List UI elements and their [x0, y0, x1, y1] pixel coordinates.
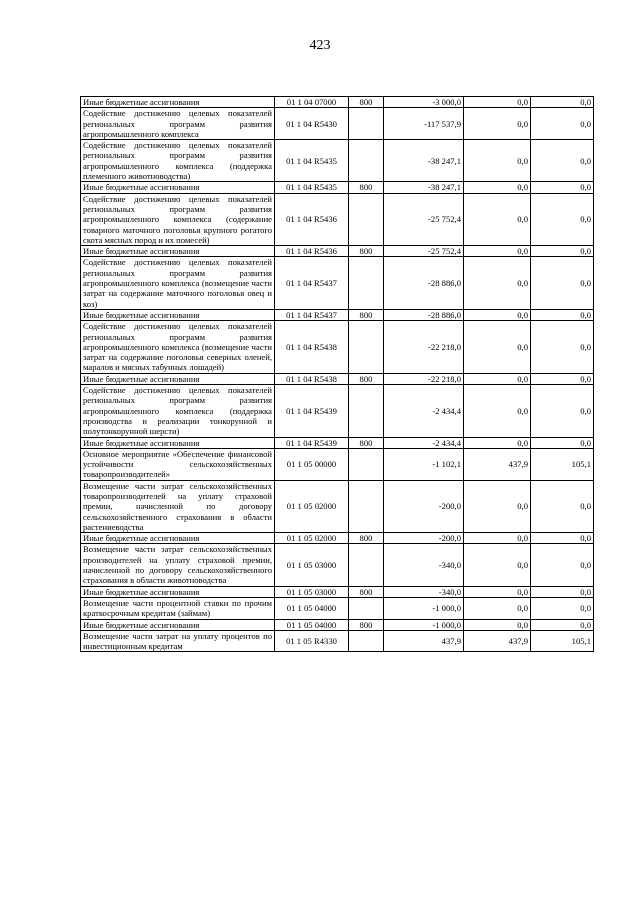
- row-amount-2-cell: 0,0: [464, 533, 531, 544]
- row-amount-2-cell: 0,0: [464, 321, 531, 373]
- row-amount-2-cell: 0,0: [464, 480, 531, 532]
- row-amount-1-cell: -2 434,4: [384, 385, 464, 437]
- row-amount-2-cell: 0,0: [464, 140, 531, 182]
- row-amount-2-cell: 0,0: [464, 246, 531, 257]
- row-amount-1-cell: -28 886,0: [384, 309, 464, 320]
- row-name-cell: Содействие достижению целевых показателей региональных программ развития агропромышленного комплекса: [81, 108, 275, 140]
- row-amount-3-cell: 0,0: [531, 140, 594, 182]
- row-name-cell: Иные бюджетные ассигнования: [81, 586, 275, 597]
- row-amount-3-cell: 0,0: [531, 533, 594, 544]
- row-name-cell: Иные бюджетные ассигнования: [81, 246, 275, 257]
- row-expense-type-cell: [349, 480, 384, 532]
- row-expense-type-cell: [349, 448, 384, 480]
- row-amount-1-cell: -38 247,1: [384, 140, 464, 182]
- row-expense-type-cell: [349, 544, 384, 586]
- row-name-cell: Иные бюджетные ассигнования: [81, 97, 275, 108]
- table-row: [81, 630, 594, 652]
- row-code-cell: 01 1 04 R5437: [275, 309, 349, 320]
- table-row: [81, 619, 594, 630]
- table-row: [81, 597, 594, 619]
- row-amount-2-cell: 0,0: [464, 257, 531, 309]
- table-row: [81, 108, 594, 140]
- row-amount-1-cell: -1 000,0: [384, 619, 464, 630]
- row-amount-3-cell: 105,1: [531, 448, 594, 480]
- table-row: [81, 97, 594, 108]
- table-row: [81, 586, 594, 597]
- row-code-cell: 01 1 05 R4330: [275, 630, 349, 652]
- row-amount-2-cell: 0,0: [464, 385, 531, 437]
- row-code-cell: 01 1 05 02000: [275, 480, 349, 532]
- row-expense-type-cell: [349, 193, 384, 245]
- row-code-cell: 01 1 04 R5439: [275, 437, 349, 448]
- row-code-cell: 01 1 05 00000: [275, 448, 349, 480]
- row-expense-type-cell: [349, 630, 384, 652]
- row-expense-type-cell: [349, 257, 384, 309]
- row-expense-type-cell: [349, 108, 384, 140]
- row-amount-2-cell: 437,9: [464, 448, 531, 480]
- table-row: [81, 140, 594, 182]
- row-code-cell: 01 1 04 R5438: [275, 321, 349, 373]
- row-expense-type-cell: 800: [349, 533, 384, 544]
- row-amount-3-cell: 0,0: [531, 97, 594, 108]
- row-amount-2-cell: 0,0: [464, 373, 531, 384]
- table-row: [81, 182, 594, 193]
- row-amount-2-cell: 0,0: [464, 437, 531, 448]
- table-row: [81, 544, 594, 586]
- row-amount-3-cell: 0,0: [531, 586, 594, 597]
- row-amount-2-cell: 437,9: [464, 630, 531, 652]
- row-amount-3-cell: 0,0: [531, 246, 594, 257]
- row-amount-3-cell: 0,0: [531, 193, 594, 245]
- row-expense-type-cell: 800: [349, 619, 384, 630]
- row-amount-3-cell: 0,0: [531, 257, 594, 309]
- row-amount-1-cell: -38 247,1: [384, 182, 464, 193]
- row-expense-type-cell: 800: [349, 373, 384, 384]
- row-amount-1-cell: -25 752,4: [384, 246, 464, 257]
- row-amount-3-cell: 0,0: [531, 480, 594, 532]
- row-name-cell: Основное мероприятие «Обеспечение финансовой устойчивости сельскохозяйственных товаропроизводителей»: [81, 448, 275, 480]
- row-name-cell: Иные бюджетные ассигнования: [81, 619, 275, 630]
- table-row: [81, 373, 594, 384]
- table-row: [81, 309, 594, 320]
- budget-table-body: [81, 97, 594, 652]
- row-amount-2-cell: 0,0: [464, 309, 531, 320]
- row-code-cell: 01 1 05 04000: [275, 597, 349, 619]
- table-row: [81, 257, 594, 309]
- table-row: [81, 437, 594, 448]
- row-code-cell: 01 1 05 04000: [275, 619, 349, 630]
- row-amount-1-cell: -22 218,0: [384, 321, 464, 373]
- row-amount-1-cell: -22 218,0: [384, 373, 464, 384]
- row-amount-3-cell: 105,1: [531, 630, 594, 652]
- row-amount-1-cell: -200,0: [384, 480, 464, 532]
- row-amount-1-cell: -1 102,1: [384, 448, 464, 480]
- row-amount-3-cell: 0,0: [531, 373, 594, 384]
- table-row: [81, 480, 594, 532]
- row-code-cell: 01 1 04 R5436: [275, 246, 349, 257]
- row-code-cell: 01 1 04 R5439: [275, 385, 349, 437]
- row-expense-type-cell: 800: [349, 437, 384, 448]
- row-amount-1-cell: -25 752,4: [384, 193, 464, 245]
- row-amount-1-cell: -117 537,9: [384, 108, 464, 140]
- row-expense-type-cell: 800: [349, 182, 384, 193]
- row-expense-type-cell: 800: [349, 97, 384, 108]
- table-row: [81, 193, 594, 245]
- row-amount-3-cell: 0,0: [531, 597, 594, 619]
- table-row: [81, 321, 594, 373]
- row-code-cell: 01 1 05 03000: [275, 586, 349, 597]
- row-expense-type-cell: [349, 140, 384, 182]
- row-amount-1-cell: -3 000,0: [384, 97, 464, 108]
- row-name-cell: Иные бюджетные ассигнования: [81, 373, 275, 384]
- row-amount-3-cell: 0,0: [531, 108, 594, 140]
- row-amount-1-cell: -28 886,0: [384, 257, 464, 309]
- row-expense-type-cell: [349, 385, 384, 437]
- row-code-cell: 01 1 04 R5438: [275, 373, 349, 384]
- row-name-cell: Иные бюджетные ассигнования: [81, 309, 275, 320]
- row-amount-1-cell: -2 434,4: [384, 437, 464, 448]
- row-amount-3-cell: 0,0: [531, 437, 594, 448]
- row-amount-3-cell: 0,0: [531, 544, 594, 586]
- row-name-cell: Содействие достижению целевых показателей региональных программ развития агропромышленного комплекса (поддержка племенного животноводства): [81, 140, 275, 182]
- row-name-cell: Содействие достижению целевых показателей региональных программ развития агропромышленного комплекса (содержание товарного маточного поголовья крупного рогатого скота мясных пород и их помесей): [81, 193, 275, 245]
- row-amount-2-cell: 0,0: [464, 586, 531, 597]
- row-expense-type-cell: 800: [349, 309, 384, 320]
- row-amount-2-cell: 0,0: [464, 108, 531, 140]
- row-amount-3-cell: 0,0: [531, 182, 594, 193]
- row-amount-3-cell: 0,0: [531, 385, 594, 437]
- row-code-cell: 01 1 04 R5436: [275, 193, 349, 245]
- row-code-cell: 01 1 04 R5435: [275, 140, 349, 182]
- row-amount-1-cell: 437,9: [384, 630, 464, 652]
- row-code-cell: 01 1 04 R5430: [275, 108, 349, 140]
- row-code-cell: 01 1 05 02000: [275, 533, 349, 544]
- row-name-cell: Иные бюджетные ассигнования: [81, 182, 275, 193]
- row-amount-2-cell: 0,0: [464, 182, 531, 193]
- table-row: [81, 246, 594, 257]
- row-amount-2-cell: 0,0: [464, 619, 531, 630]
- row-name-cell: Возмещение части затрат сельскохозяйственных товаропроизводителей на уплату страховой премии, начисленной по договору сельскохозяйственного страхования в области растениеводства: [81, 480, 275, 532]
- row-amount-1-cell: -200,0: [384, 533, 464, 544]
- row-amount-3-cell: 0,0: [531, 321, 594, 373]
- row-amount-2-cell: 0,0: [464, 544, 531, 586]
- table-row: [81, 448, 594, 480]
- row-expense-type-cell: 800: [349, 246, 384, 257]
- row-expense-type-cell: [349, 597, 384, 619]
- row-amount-1-cell: -340,0: [384, 586, 464, 597]
- row-name-cell: Содействие достижению целевых показателей региональных программ развития агропромышленного комплекса (поддержка производства и реализации тонкорунной и полутонкорунной шерсти): [81, 385, 275, 437]
- row-amount-3-cell: 0,0: [531, 619, 594, 630]
- row-name-cell: Возмещение части процентной ставки по прочим краткосрочным кредитам (займам): [81, 597, 275, 619]
- row-amount-2-cell: 0,0: [464, 193, 531, 245]
- row-expense-type-cell: [349, 321, 384, 373]
- row-code-cell: 01 1 05 03000: [275, 544, 349, 586]
- budget-table: [80, 96, 594, 652]
- row-name-cell: Содействие достижению целевых показателей региональных программ развития агропромышленного комплекса (возмещение части затрат на содержание поголовья северных оленей, маралов и мясных табунных лошадей): [81, 321, 275, 373]
- row-code-cell: 01 1 04 R5437: [275, 257, 349, 309]
- page-number: 423: [309, 38, 331, 53]
- table-row: [81, 533, 594, 544]
- row-name-cell: Содействие достижению целевых показателей региональных программ развития агропромышленного комплекса (возмещение части затрат на содержание маточного поголовья овец и коз): [81, 257, 275, 309]
- row-expense-type-cell: 800: [349, 586, 384, 597]
- row-name-cell: Иные бюджетные ассигнования: [81, 437, 275, 448]
- row-code-cell: 01 1 04 07000: [275, 97, 349, 108]
- row-code-cell: 01 1 04 R5435: [275, 182, 349, 193]
- row-amount-3-cell: 0,0: [531, 309, 594, 320]
- row-name-cell: Возмещение части затрат сельскохозяйственных производителей на уплату страховой премии, начисленной по договору сельскохозяйственного страхования в области животноводства: [81, 544, 275, 586]
- row-amount-1-cell: -340,0: [384, 544, 464, 586]
- row-amount-2-cell: 0,0: [464, 597, 531, 619]
- row-name-cell: Возмещение части затрат на уплату процентов по инвестиционным кредитам: [81, 630, 275, 652]
- table-row: [81, 385, 594, 437]
- row-amount-2-cell: 0,0: [464, 97, 531, 108]
- row-name-cell: Иные бюджетные ассигнования: [81, 533, 275, 544]
- row-amount-1-cell: -1 000,0: [384, 597, 464, 619]
